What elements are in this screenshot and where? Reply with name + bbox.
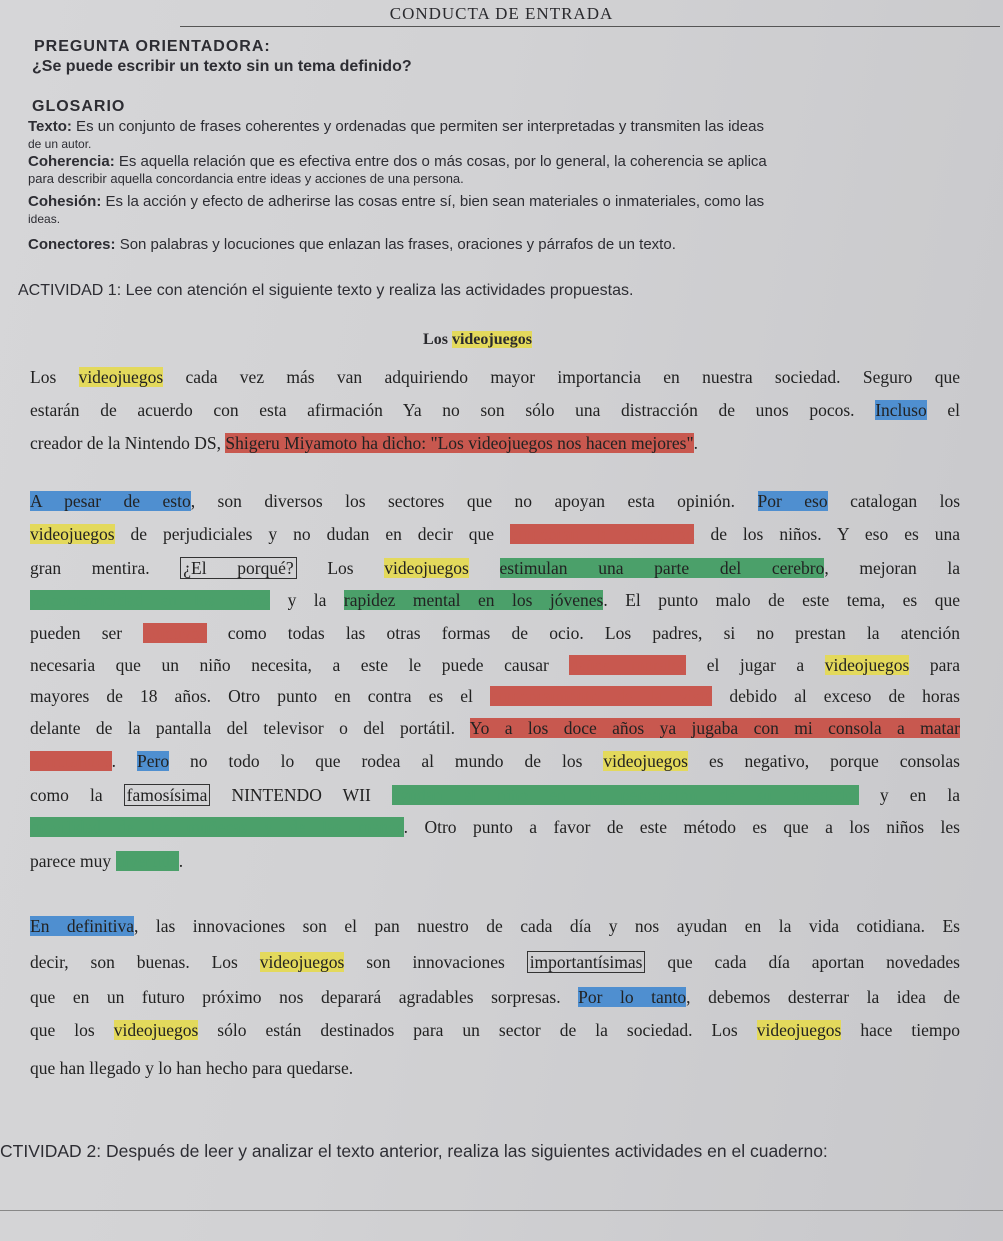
text-run: mayores de 18 años. Otro punto en contra es el bbox=[30, 686, 490, 706]
text-run: que cada día aportan novedades bbox=[645, 952, 960, 972]
text-run: y la bbox=[270, 590, 344, 610]
text-run: para bbox=[909, 655, 960, 675]
text-run: . El punto malo de este tema, es que bbox=[603, 590, 960, 610]
def-texto-2: de un autor. bbox=[28, 137, 92, 151]
highlight-blue: A pesar de esto bbox=[30, 491, 191, 511]
title-underline bbox=[180, 26, 1000, 27]
article-line bbox=[30, 558, 960, 579]
highlight-yellow: videojuegos bbox=[384, 558, 469, 578]
text-run: . bbox=[693, 433, 698, 453]
highlight-red: Shigeru Miyamoto ha dicho: "Los videojuegos nos hacen mejores" bbox=[225, 433, 694, 453]
text-run: cada vez más van adquiriendo mayor importancia en nuestra sociedad. Seguro que bbox=[163, 367, 960, 387]
pregunta-text: ¿Se puede escribir un texto sin un tema definido? bbox=[32, 58, 412, 75]
highlight-blue: Pero bbox=[137, 751, 170, 771]
highlight-red: empeoran la educación bbox=[509, 524, 695, 544]
highlight-yellow: videojuegos bbox=[78, 367, 164, 387]
article-line bbox=[30, 817, 960, 838]
text-run: . bbox=[178, 851, 184, 871]
text-run: . bbox=[111, 751, 137, 771]
highlight-yellow: videojuegos bbox=[756, 1020, 842, 1040]
actividad-1-instruction: ACTIVIDAD 1: Lee con atención el siguiente texto y realiza las actividades propuestas. bbox=[18, 282, 634, 299]
glosario-coherencia bbox=[28, 153, 968, 187]
text-run: de los niños. Y eso es una bbox=[694, 524, 961, 544]
boxed-word: famosísima bbox=[124, 784, 211, 806]
article-line bbox=[30, 590, 960, 611]
text-run bbox=[469, 558, 500, 578]
glosario-texto bbox=[28, 118, 968, 153]
text-run: y en la bbox=[858, 785, 960, 805]
text-run: debido al exceso de horas bbox=[712, 686, 960, 706]
highlight-yellow: videojuegos bbox=[30, 524, 115, 544]
highlight-yellow: videojuegos bbox=[603, 751, 688, 771]
text-run: NINTENDO WII bbox=[210, 785, 392, 805]
def-texto-1: Es un conjunto de frases coherentes y ordenadas que permiten ser interpretadas y transmiten las ideas bbox=[71, 118, 764, 135]
highlight-green: estimulan una parte del cerebro bbox=[499, 558, 825, 578]
article-line bbox=[30, 1020, 960, 1041]
text-run: Los bbox=[296, 558, 385, 578]
article-line bbox=[30, 433, 960, 454]
actividad-2-instruction: CTIVIDAD 2: Después de leer y analizar el texto anterior, realiza las siguientes actividades en el cuaderno: bbox=[0, 1141, 828, 1161]
highlight-green: movilidad de las muñecas y de las manos bbox=[30, 817, 404, 837]
text-run: sólo están destinados para un sector de la sociedad. Los bbox=[198, 1020, 757, 1040]
text-run: que han llegado y lo han hecho para quedarse. bbox=[30, 1058, 354, 1078]
text-run: el jugar a bbox=[686, 655, 825, 675]
article-line bbox=[30, 655, 960, 676]
article-title-prefix: Los bbox=[423, 331, 452, 348]
article-line bbox=[30, 524, 960, 545]
text-run: necesaria que un niño necesita, a este le puede causar bbox=[30, 655, 570, 675]
pregunta-heading: PREGUNTA ORIENTADORA: bbox=[34, 38, 271, 55]
glosario-heading: GLOSARIO bbox=[32, 98, 126, 115]
article-line bbox=[30, 367, 960, 388]
highlight-yellow: videojuegos bbox=[259, 952, 345, 972]
article-line bbox=[30, 718, 960, 739]
article-line bbox=[30, 916, 960, 937]
bottom-divider bbox=[0, 1210, 1003, 1211]
highlight-blue: Por lo tanto bbox=[578, 987, 687, 1007]
boxed-word: importantísimas bbox=[527, 951, 646, 973]
text-run: que en un futuro próximo nos deparará agradables sorpresas. bbox=[30, 987, 579, 1007]
text-run: el bbox=[926, 400, 960, 420]
text-run: de perjudiciales y no dudan en decir que bbox=[114, 524, 510, 544]
highlight-yellow: videojuegos bbox=[451, 331, 532, 348]
highlight-red: daños morales bbox=[569, 655, 687, 675]
text-run: Los bbox=[30, 367, 79, 387]
term-cohesion: Cohesión: bbox=[28, 193, 102, 210]
glosario-cohesion bbox=[28, 193, 968, 228]
text-run: parece muy bbox=[30, 851, 116, 871]
def-coherencia-1: Es aquella relación que es efectiva entre dos o más cosas, por lo general, la coherencia se aplica bbox=[114, 153, 767, 170]
page-title: CONDUCTA DE ENTRADA bbox=[389, 4, 614, 23]
text-run: como la bbox=[30, 785, 124, 805]
text-run: catalogan los bbox=[827, 491, 961, 511]
text-run: estarán de acuerdo con esta afirmación Ya no son sólo una distracción de unos pocos. bbox=[30, 400, 876, 420]
highlight-red: empeoramiento de la vista bbox=[489, 686, 713, 706]
text-run: pueden ser bbox=[30, 623, 144, 643]
boxed-word: ¿El porqué? bbox=[180, 557, 296, 579]
text-run: , mejoran la bbox=[824, 558, 961, 578]
highlight-green: ayudan al niño en la percepción de su alrededor bbox=[391, 785, 859, 805]
term-coherencia: Coherencia: bbox=[28, 153, 115, 170]
text-run: delante de la pantalla del televisor o del portátil. bbox=[30, 718, 470, 738]
article-line bbox=[30, 851, 960, 872]
def-cohesion-1: Es la acción y efecto de adherirse las cosas entre sí, bien sean materiales o inmateriales, como las bbox=[101, 193, 765, 210]
article-line bbox=[30, 491, 960, 512]
highlight-red: marcianitos bbox=[30, 751, 112, 771]
highlight-green: psicomotricidad en los niños bbox=[30, 590, 271, 610]
term-texto: Texto: bbox=[28, 118, 72, 135]
text-run: creador de la Nintendo DS, bbox=[30, 433, 226, 453]
highlight-blue: En definitiva bbox=[30, 916, 134, 936]
highlight-red: Yo a los doce años ya jugaba con mi consola a matar bbox=[469, 718, 960, 738]
highlight-yellow: videojuegos bbox=[824, 655, 910, 675]
article-title bbox=[0, 331, 955, 349]
def-conectores: Son palabras y locuciones que enlazan las frases, oraciones y párrafos de un texto. bbox=[115, 236, 676, 253]
highlight-blue: Incluso bbox=[875, 400, 927, 420]
highlight-green: rapidez mental en los jóvenes bbox=[343, 590, 604, 610]
text-run: son innovaciones bbox=[344, 952, 527, 972]
highlight-red: adictivos bbox=[143, 623, 207, 643]
article-line bbox=[30, 987, 960, 1008]
text-run: . Otro punto a favor de este método es que a los niños les bbox=[403, 817, 960, 837]
text-run: que los bbox=[30, 1020, 114, 1040]
article-line bbox=[30, 400, 960, 421]
text-run: , son diversos los sectores que no apoyan esta opinión. bbox=[190, 491, 758, 511]
highlight-green: divertido bbox=[115, 851, 179, 871]
text-run: hace tiempo bbox=[841, 1020, 960, 1040]
article-line bbox=[30, 751, 960, 772]
article-line bbox=[30, 686, 960, 707]
text-run: como todas las otras formas de ocio. Los padres, si no prestan la atención bbox=[206, 623, 960, 643]
term-conectores: Conectores: bbox=[28, 236, 116, 253]
glosario-conectores bbox=[28, 236, 968, 253]
def-cohesion-2: ideas. bbox=[28, 212, 61, 226]
article-line bbox=[30, 1058, 960, 1079]
text-run: , las innovaciones son el pan nuestro de cada día y nos ayudan en la vida cotidiana. Es bbox=[134, 916, 960, 936]
text-run: es negativo, porque consolas bbox=[688, 751, 960, 771]
article-line bbox=[30, 952, 960, 973]
article-line bbox=[30, 785, 960, 806]
text-run: , debemos desterrar la idea de bbox=[686, 987, 960, 1007]
highlight-blue: Por eso bbox=[757, 491, 828, 511]
text-run: no todo lo que rodea al mundo de los bbox=[169, 751, 604, 771]
highlight-yellow: videojuegos bbox=[113, 1020, 199, 1040]
text-run: decir, son buenas. Los bbox=[30, 952, 260, 972]
text-run: gran mentira. bbox=[30, 558, 181, 578]
def-coherencia-2: para describir aquella concordancia entre ideas y acciones de una persona. bbox=[28, 171, 464, 186]
article-line bbox=[30, 623, 960, 644]
